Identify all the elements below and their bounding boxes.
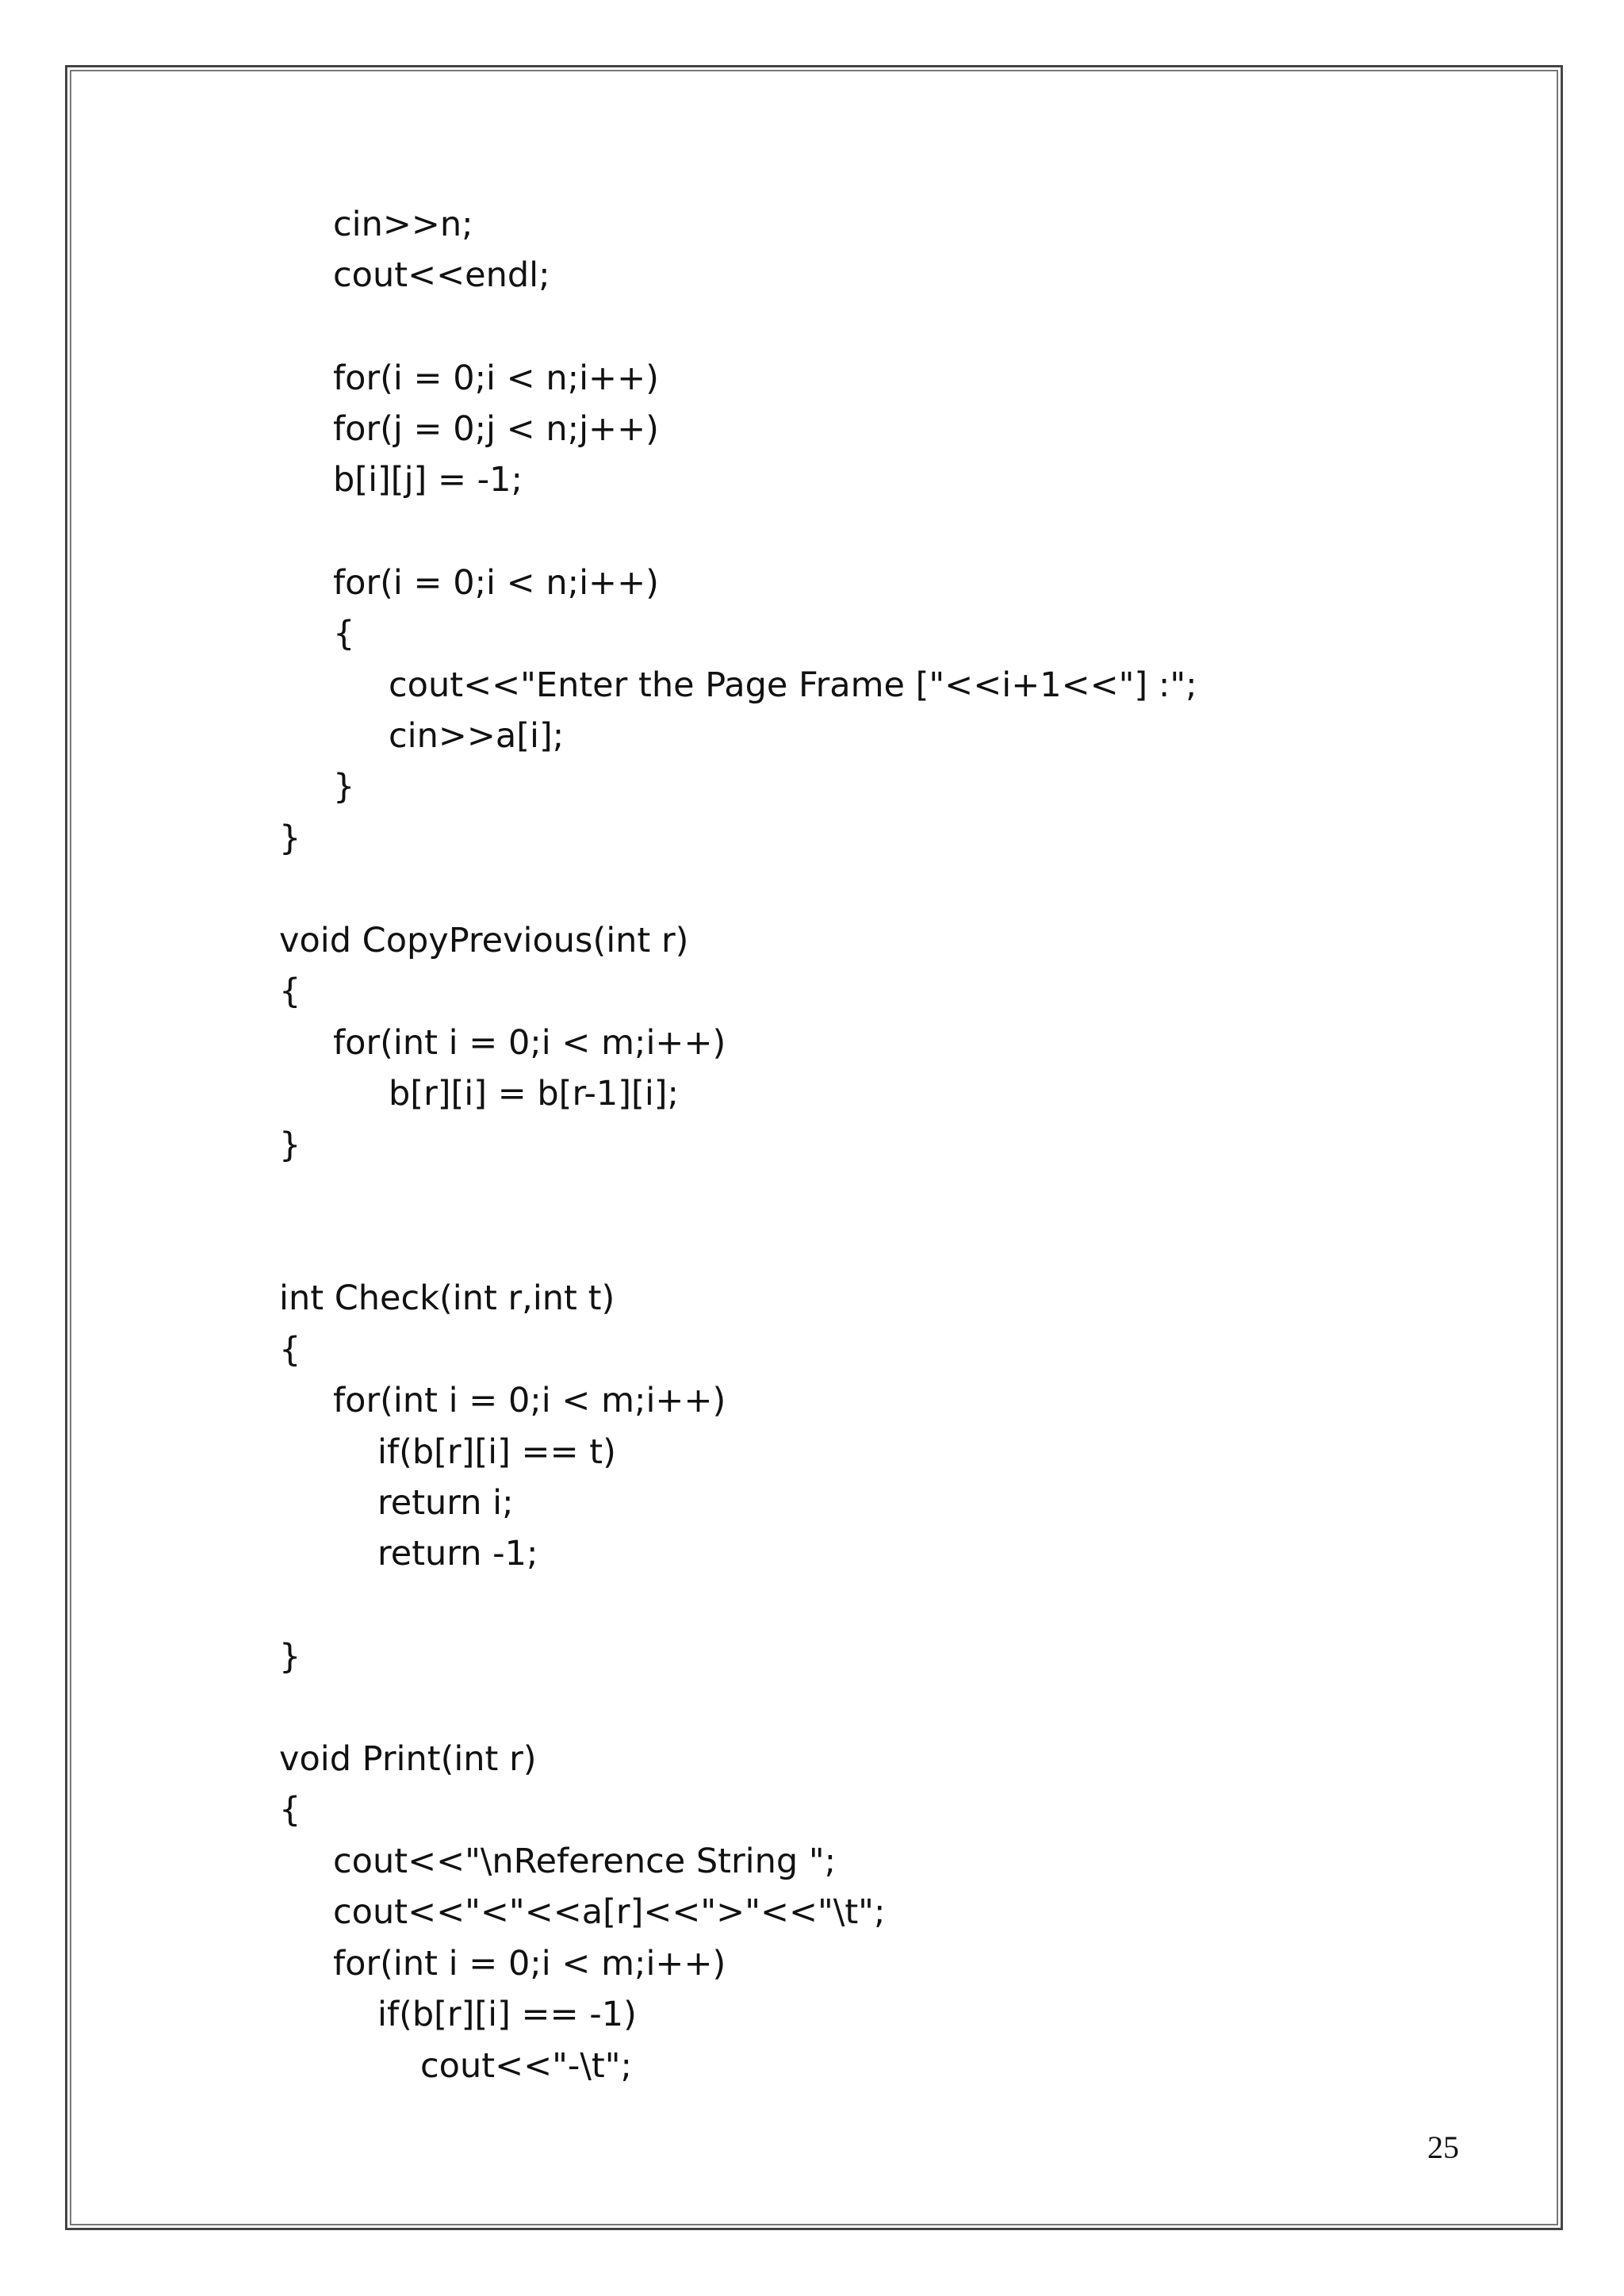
code-line: cout<<"<"<<a[r]<<">"<<"\t"; bbox=[333, 1892, 886, 1932]
code-line: cin>>a[i]; bbox=[389, 716, 565, 756]
code-line: int Check(int r,int t) bbox=[279, 1278, 615, 1318]
code-line: cout<<"Enter the Page Frame ["<<i+1<<"] :"; bbox=[389, 665, 1197, 705]
code-line: } bbox=[333, 767, 355, 807]
code-line: return i; bbox=[377, 1483, 514, 1523]
code-line: cout<<endl; bbox=[333, 255, 550, 295]
code-line: for(j = 0;j < n;j++) bbox=[333, 409, 659, 449]
page-number: 25 bbox=[1427, 2129, 1459, 2165]
code-line: for(i = 0;i < n;i++) bbox=[333, 563, 659, 603]
code-line: for(int i = 0;i < m;i++) bbox=[333, 1023, 726, 1063]
code-line: b[r][i] = b[r-1][i]; bbox=[389, 1074, 680, 1114]
code-line: cin>>n; bbox=[333, 205, 473, 244]
code-line: for(int i = 0;i < m;i++) bbox=[333, 1381, 726, 1420]
code-line: cout<<"\nReference String "; bbox=[333, 1842, 837, 1881]
code-line: b[i][j] = -1; bbox=[333, 460, 523, 500]
code-line: { bbox=[279, 972, 301, 1011]
code-line: } bbox=[279, 1125, 301, 1165]
code-line: { bbox=[279, 1330, 301, 1370]
code-line: } bbox=[279, 818, 301, 858]
code-line: { bbox=[333, 614, 355, 654]
code-line: { bbox=[279, 1790, 301, 1830]
code-line: cout<<"-\t"; bbox=[420, 2046, 633, 2086]
code-line: if(b[r][i] == t) bbox=[377, 1432, 616, 1472]
code-line: for(int i = 0;i < m;i++) bbox=[333, 1944, 726, 1984]
code-line: } bbox=[279, 1637, 301, 1677]
code-line: return -1; bbox=[377, 1534, 538, 1573]
code-line: for(i = 0;i < n;i++) bbox=[333, 358, 659, 398]
code-line: void Print(int r) bbox=[279, 1739, 537, 1779]
code-line: if(b[r][i] == -1) bbox=[377, 1995, 637, 2034]
code-line: void CopyPrevious(int r) bbox=[279, 921, 689, 960]
